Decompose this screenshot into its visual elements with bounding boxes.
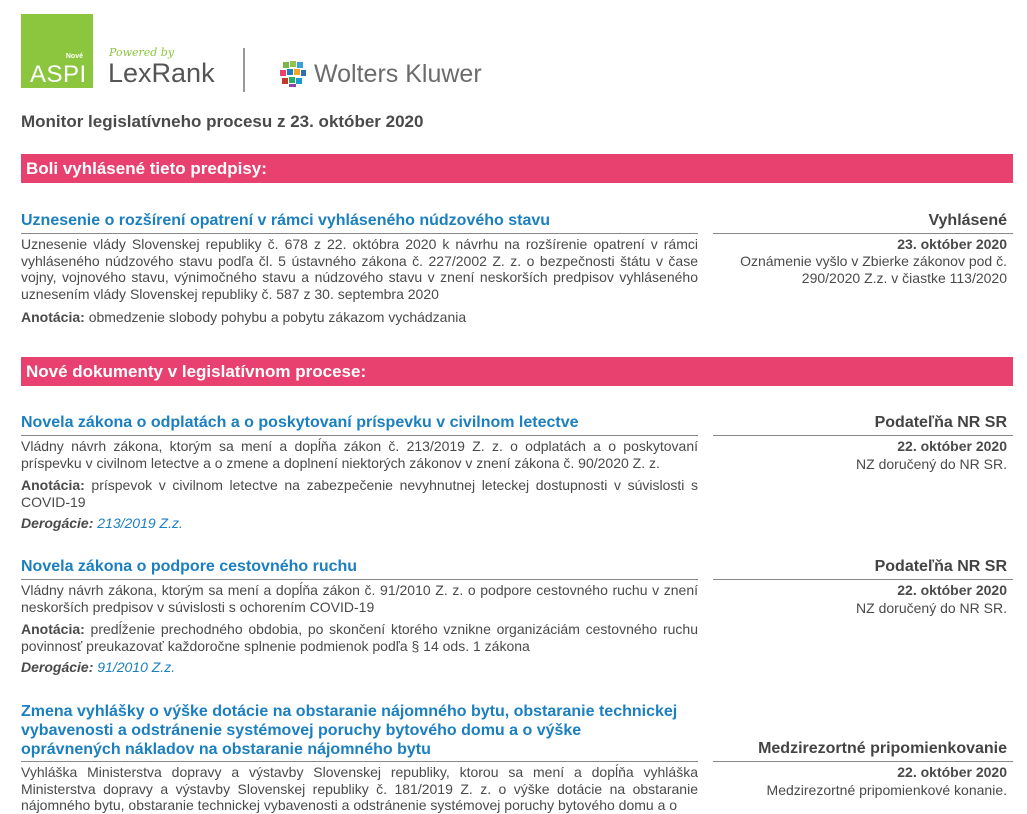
entry-divider xyxy=(713,761,1013,762)
entry-title-link[interactable]: Uznesenie o rozšírení opatrení v rámci vyhláseného núdzového stavu xyxy=(21,212,551,229)
entry-derogation xyxy=(21,659,175,675)
entry-description: Vládny návrh zákona, ktorým sa mení a dopĺňa zákon č. 213/2019 Z. z. o odplatách a o poskytovaní príspevku v civilnom letectve a o zmene a doplnení niektorých zákonov v znení zákona č. 90/2020 Z. z. xyxy=(21,438,698,471)
entry-date: 22. október 2020 xyxy=(897,764,1007,780)
wolters-kluwer-globe-icon xyxy=(278,59,308,89)
annotation-text: predĺženie prechodného obdobia, po skončení ktorého vznikne organizáciám cestovného ruchu povinnosť preukazovať každoročne splnenie podmienok podľa § 14 ods. 1 zákona xyxy=(21,621,698,654)
entry-description: Uznesenie vlády Slovenskej republiky č. 678 z 22. októbra 2020 k návrhu na rozšírenie opatrení v rámci vyhláseného núdzového stavu podľa čl. 5 ústavného zákona č. 227/2002 Z. z. o bezpečnosti štátu v čase vojny, vojnového stavu, výnimočného stavu a núdzového stavu v znení neskorších predpisov vyhláseného uznesením vlády Slovenskej republiky č. 587 z 30. septembra 2020 xyxy=(21,236,698,302)
entry-annotation xyxy=(21,309,698,326)
entry-derogation xyxy=(21,515,183,531)
entry-status: Vyhlásené xyxy=(928,212,1007,229)
logo-aspi-label: ASPI xyxy=(30,61,87,88)
entry-note: NZ doručený do NR SR. xyxy=(856,456,1007,472)
logo-divider xyxy=(243,48,245,92)
annotation-text: príspevok v civilnom letectve na zabezpečenie nevyhnutnej leteckej dostupnosti v súvislosti s COVID-19 xyxy=(21,477,699,510)
entry-description: Vyhláška Ministerstva dopravy a výstavby Slovenskej republiky, ktorou sa mení a dopĺňa vyhláška Ministerstva dopravy a výstavby Slovenskej republiky č. 181/2019 Z. z. o výške dotácie na obstaranie nájomného bytu, obstaranie technickej vybavenosti a odstránenie systémovej poruchy bytového domu a o xyxy=(21,764,698,813)
entry-status: Podateľňa NR SR xyxy=(874,558,1007,575)
entry-date: 23. október 2020 xyxy=(897,236,1007,252)
annotation-text: obmedzenie slobody pohybu a pobytu zákazom vychádzania xyxy=(88,309,467,325)
entry-status: Podateľňa NR SR xyxy=(874,414,1007,431)
entry-description: Vládny návrh zákona, ktorým sa mení a dopĺňa zákon č. 91/2010 Z. z. o podpore cestovného ruchu v znení neskorších predpisov v súvislosti s ochorením COVID-19 xyxy=(21,582,698,615)
entry-title-link[interactable]: Zmena vyhlášky o výške dotácie na obstaranie nájomného bytu, obstaranie technickej vybavenosti a odstránenie systémovej poruchy bytového domu a o výške oprávnených nákladov na obstaranie nájomného bytu xyxy=(21,703,678,758)
entry-date: 22. október 2020 xyxy=(897,582,1007,598)
entry-note: Medzirezortné pripomienkové konanie. xyxy=(766,782,1007,798)
entry-annotation xyxy=(21,621,698,654)
derogation-label: Derogácie: xyxy=(21,515,94,531)
logo-nove-label: Nové xyxy=(65,53,83,60)
annotation-label: Anotácia: xyxy=(21,477,85,493)
wolters-kluwer-logo: Wolters Kluwer xyxy=(314,60,482,88)
derogation-label: Derogácie: xyxy=(21,659,94,675)
section-header-published: Boli vyhlásené tieto predpisy: xyxy=(21,154,1013,183)
page-title: Monitor legislatívneho procesu z 23. október 2020 xyxy=(21,112,424,131)
powered-by-label: Powered by xyxy=(109,46,175,59)
entry-status: Medzirezortné pripomienkovanie xyxy=(758,740,1007,757)
entry-divider xyxy=(713,233,1013,234)
entry-divider xyxy=(21,579,698,580)
section-header-new-docs: Nové dokumenty v legislatívnom procese: xyxy=(21,357,1013,386)
entry-divider xyxy=(713,579,1013,580)
entry-divider xyxy=(21,761,698,762)
annotation-label: Anotácia: xyxy=(21,309,85,325)
derogation-link[interactable]: 213/2019 Z.z. xyxy=(97,515,183,531)
entry-note: NZ doručený do NR SR. xyxy=(856,600,1007,616)
entry-title-link[interactable]: Novela zákona o podpore cestovného ruchu xyxy=(21,558,358,575)
entry-divider xyxy=(713,435,1013,436)
entry-divider xyxy=(21,233,698,234)
entry-divider xyxy=(21,435,698,436)
lexrank-logo: LexRank xyxy=(108,58,215,88)
entry-date: 22. október 2020 xyxy=(897,438,1007,454)
entry-annotation xyxy=(21,477,698,510)
entry-title-link[interactable]: Novela zákona o odplatách a o poskytovaní príspevku v civilnom letectve xyxy=(21,414,579,431)
annotation-label: Anotácia: xyxy=(21,621,85,637)
derogation-link[interactable]: 91/2010 Z.z. xyxy=(97,659,176,675)
aspi-logo xyxy=(21,14,93,88)
entry-note: Oznámenie vyšlo v Zbierke zákonov pod č. 290/2020 Z.z. v čiastke 113/2020 xyxy=(740,253,1007,286)
